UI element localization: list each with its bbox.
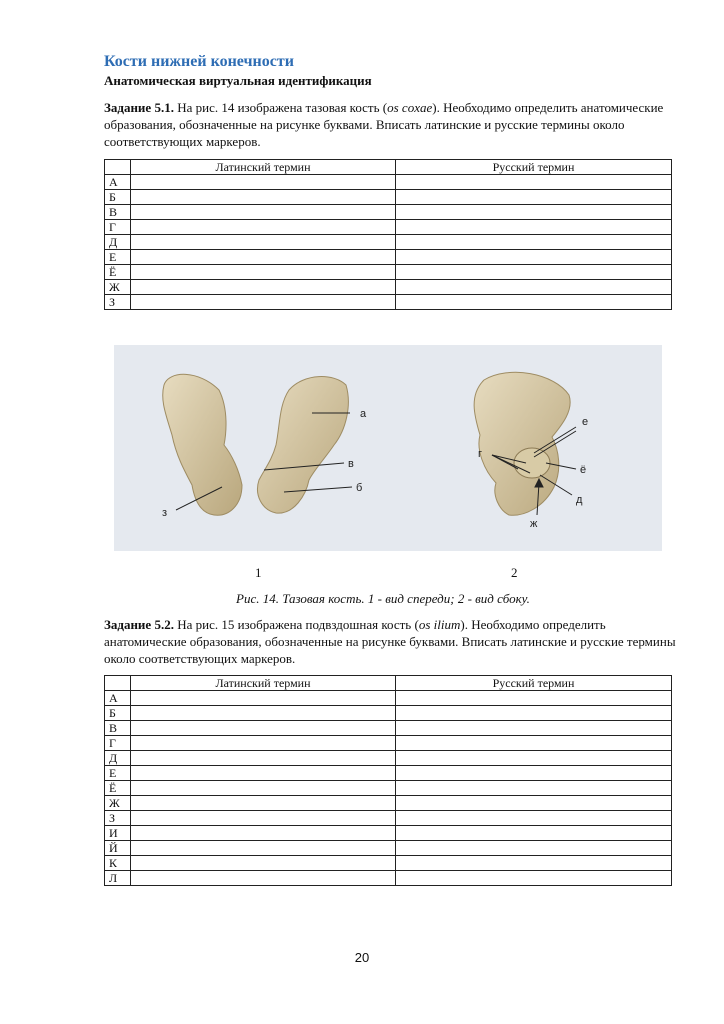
hip-bone-anterior-right (163, 374, 242, 515)
row-letter: Д (105, 751, 131, 766)
figure-caption: Рис. 14. Тазовая кость. 1 - вид спереди; 2 - вид сбоку. (236, 591, 530, 606)
russian-term-cell[interactable] (396, 280, 672, 295)
row-letter: Й (105, 841, 131, 856)
acetabulum (514, 448, 550, 478)
table-row (105, 205, 672, 220)
table-row (105, 766, 672, 781)
task-5-2-text: Задание 5.2. На рис. 15 изображена подвздошная кость (os ilium). Необходимо определить анатомические образования, обозначенные на рисунке буквами. Вписать латинские и русские термины около соответствующих маркеров. (104, 617, 676, 666)
russian-term-cell[interactable] (396, 235, 672, 250)
table-row (105, 175, 672, 190)
latin-term-cell[interactable] (131, 766, 396, 781)
table-row (105, 841, 672, 856)
marker-g: г (478, 448, 483, 460)
latin-term-cell[interactable] (131, 235, 396, 250)
latin-term-cell[interactable] (131, 856, 396, 871)
table-row (105, 190, 672, 205)
russian-term-cell[interactable] (396, 220, 672, 235)
task-5-1-label: Задание 5.1. (104, 100, 174, 115)
latin-term-cell[interactable] (131, 250, 396, 265)
row-letter: Л (105, 871, 131, 886)
russian-term-cell[interactable] (396, 766, 672, 781)
russian-term-cell[interactable] (396, 871, 672, 886)
corner-cell (105, 160, 131, 175)
col-header-latin: Латинский термин (131, 676, 396, 691)
marker-v: в (348, 458, 354, 470)
table-row (105, 871, 672, 886)
latin-term-cell[interactable] (131, 781, 396, 796)
task-5-1-text: Задание 5.1. На рис. 14 изображена тазовая кость (os coxae). Необходимо определить анатомические образования, обозначенные на рисунке буквами. Вписать латинские и русские термины около соответствующих маркеров. (104, 100, 664, 149)
marker-yo: ё (580, 464, 587, 476)
russian-term-cell[interactable] (396, 706, 672, 721)
table-row (105, 295, 672, 310)
row-letter: Е (105, 250, 131, 265)
pelvic-bone-illustration (114, 345, 662, 551)
marker-e: е (582, 416, 589, 428)
table-row (105, 811, 672, 826)
latin-term-cell[interactable] (131, 796, 396, 811)
latin-term-cell[interactable] (131, 295, 396, 310)
table-row (105, 706, 672, 721)
russian-term-cell[interactable] (396, 295, 672, 310)
row-letter: Б (105, 190, 131, 205)
page-title: Кости нижней конечности (104, 53, 294, 70)
table-row (105, 250, 672, 265)
latin-term-cell[interactable] (131, 175, 396, 190)
table-row (105, 781, 672, 796)
latin-term-cell[interactable] (131, 736, 396, 751)
table-row (105, 265, 672, 280)
row-letter: К (105, 856, 131, 871)
marker-a: а (360, 408, 367, 420)
marker-d: д (576, 494, 583, 506)
russian-term-cell[interactable] (396, 736, 672, 751)
latin-term-cell[interactable] (131, 205, 396, 220)
marker-zh: ж (530, 518, 538, 530)
russian-term-cell[interactable] (396, 841, 672, 856)
latin-term-cell[interactable] (131, 691, 396, 706)
table-row (105, 235, 672, 250)
marker-b: б (356, 482, 363, 494)
row-letter: Ж (105, 796, 131, 811)
col-header-latin: Латинский термин (131, 160, 396, 175)
row-letter: В (105, 205, 131, 220)
page-number: 20 (354, 950, 370, 965)
russian-term-cell[interactable] (396, 190, 672, 205)
table-row (105, 796, 672, 811)
col-header-russian: Русский термин (396, 676, 672, 691)
latin-term-cell[interactable] (131, 811, 396, 826)
russian-term-cell[interactable] (396, 796, 672, 811)
russian-term-cell[interactable] (396, 721, 672, 736)
table-row (105, 826, 672, 841)
russian-term-cell[interactable] (396, 691, 672, 706)
table-row (105, 751, 672, 766)
answer-table-5-1 (104, 159, 672, 310)
corner-cell (105, 676, 131, 691)
pelvic-bone-figure (114, 345, 662, 551)
hip-bone-anterior-left (258, 377, 349, 514)
latin-term-cell[interactable] (131, 841, 396, 856)
row-letter: Г (105, 220, 131, 235)
russian-term-cell[interactable] (396, 205, 672, 220)
row-letter: Б (105, 706, 131, 721)
section-subtitle: Анатомическая виртуальная идентификация (104, 73, 372, 88)
latin-term-cell[interactable] (131, 706, 396, 721)
row-letter: В (105, 721, 131, 736)
row-letter: А (105, 175, 131, 190)
latin-term-cell[interactable] (131, 220, 396, 235)
row-letter: Ж (105, 280, 131, 295)
latin-term-cell[interactable] (131, 721, 396, 736)
russian-term-cell[interactable] (396, 265, 672, 280)
row-letter: Ё (105, 781, 131, 796)
table-row (105, 220, 672, 235)
russian-term-cell[interactable] (396, 175, 672, 190)
figure-number-2: 2 (511, 565, 518, 580)
row-letter: З (105, 811, 131, 826)
col-header-russian: Русский термин (396, 160, 672, 175)
table-row (105, 856, 672, 871)
row-letter: И (105, 826, 131, 841)
latin-term-cell[interactable] (131, 190, 396, 205)
russian-term-cell[interactable] (396, 781, 672, 796)
row-letter: З (105, 295, 131, 310)
row-letter: Д (105, 235, 131, 250)
answer-table-5-2 (104, 675, 672, 886)
latin-term-cell[interactable] (131, 265, 396, 280)
russian-term-cell[interactable] (396, 856, 672, 871)
marker-z: з (162, 507, 168, 519)
row-letter: Ё (105, 265, 131, 280)
row-letter: Е (105, 766, 131, 781)
russian-term-cell[interactable] (396, 250, 672, 265)
latin-term-cell[interactable] (131, 280, 396, 295)
table-row (105, 736, 672, 751)
table-row (105, 691, 672, 706)
latin-term-cell[interactable] (131, 871, 396, 886)
russian-term-cell[interactable] (396, 751, 672, 766)
figure-number-1: 1 (255, 565, 262, 580)
table-row (105, 280, 672, 295)
russian-term-cell[interactable] (396, 826, 672, 841)
task-5-2-label: Задание 5.2. (104, 617, 174, 632)
row-letter: Г (105, 736, 131, 751)
russian-term-cell[interactable] (396, 811, 672, 826)
table-row (105, 721, 672, 736)
latin-term-cell[interactable] (131, 751, 396, 766)
latin-term-cell[interactable] (131, 826, 396, 841)
row-letter: А (105, 691, 131, 706)
